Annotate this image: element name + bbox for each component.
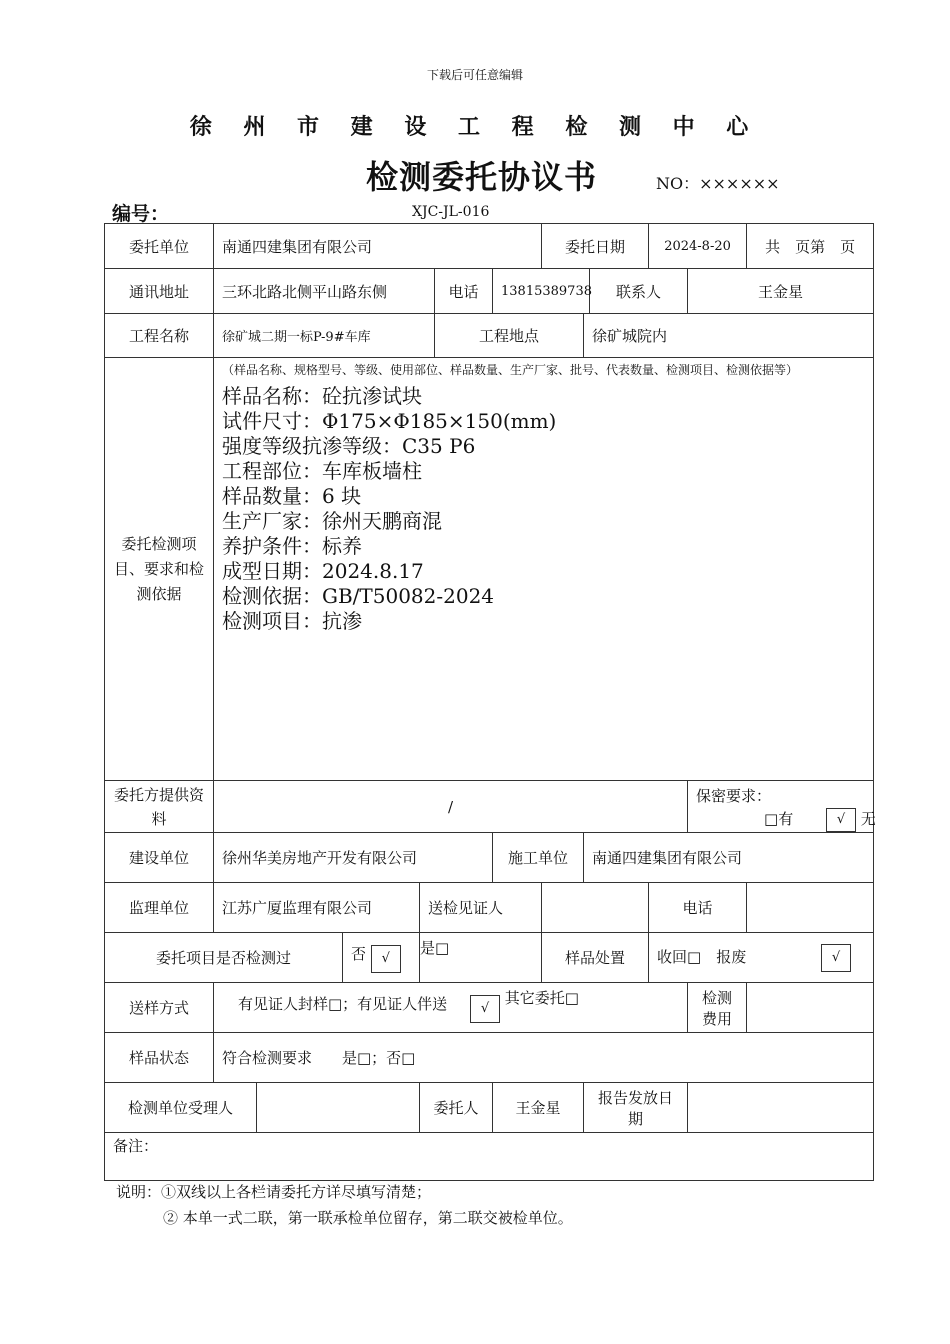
client-label: 委托单位 bbox=[105, 224, 214, 269]
sample-state-label: 样品状态 bbox=[105, 1033, 214, 1083]
client-value: 南通四建集团有限公司 bbox=[214, 224, 542, 269]
site-label: 工程地点 bbox=[435, 314, 584, 358]
requirement-item: 样品名称：砼抗渗试块 bbox=[222, 384, 422, 408]
contact-label: 联系人 bbox=[590, 269, 688, 314]
row-owner bbox=[105, 833, 874, 883]
requirements-label: 委托检测项目、要求和检测依据 bbox=[105, 358, 214, 781]
secrecy-no-checkbox[interactable]: √ bbox=[826, 808, 856, 832]
supervisor-value: 江苏广厦监理有限公司 bbox=[214, 883, 420, 933]
commission-date-label: 委托日期 bbox=[542, 224, 649, 269]
contact-value: 王金星 bbox=[688, 269, 874, 314]
secrecy-no-label: 无 bbox=[860, 810, 876, 828]
delivery-method-options bbox=[214, 983, 688, 1033]
witness-label: 送检见证人 bbox=[420, 883, 542, 933]
materials-value: / bbox=[214, 781, 688, 833]
disposal-options[interactable]: 收回□ 报废 bbox=[657, 947, 747, 966]
supervisor-label: 监理单位 bbox=[105, 883, 214, 933]
test-fee-value bbox=[747, 983, 874, 1033]
commission-date-value: 2024-8-20 bbox=[649, 224, 747, 269]
form-code: XJC-JL-016 bbox=[412, 204, 490, 220]
row-requirements bbox=[105, 358, 874, 781]
delivery-method-text[interactable]: 有见证人封样□；有见证人伴送 bbox=[238, 995, 448, 1013]
remarks-label: 备注： bbox=[105, 1133, 874, 1181]
disposal-label: 样品处置 bbox=[542, 933, 649, 983]
requirement-item: 工程部位：车库板墙柱 bbox=[222, 459, 422, 483]
page-count: 共 页第 页 bbox=[747, 224, 874, 269]
delivery-method-label: 送样方式 bbox=[105, 983, 214, 1033]
disposal-scrap-checkbox[interactable]: √ bbox=[821, 944, 851, 972]
site-value: 徐矿城院内 bbox=[584, 314, 874, 358]
materials-label: 委托方提供资料 bbox=[105, 781, 214, 833]
tested-before-options bbox=[343, 933, 420, 983]
document-number: NO：×××××× bbox=[656, 174, 780, 193]
builder-label: 施工单位 bbox=[493, 833, 584, 883]
address-label: 通讯地址 bbox=[105, 269, 214, 314]
top-note: 下载后可任意编辑 bbox=[426, 68, 523, 82]
row-sample-state bbox=[105, 1033, 874, 1083]
row-client bbox=[105, 224, 874, 269]
row-project bbox=[105, 314, 874, 358]
row-materials bbox=[105, 781, 874, 833]
phone-label: 电话 bbox=[435, 269, 493, 314]
requirement-item: 生产厂家：徐州天鹏商混 bbox=[222, 509, 442, 533]
builder-value: 南通四建集团有限公司 bbox=[584, 833, 874, 883]
supervisor-phone-label: 电话 bbox=[649, 883, 747, 933]
principal-value: 王金星 bbox=[493, 1083, 584, 1133]
disposal-options-cell bbox=[649, 933, 874, 983]
phone-value: 13815389738 bbox=[493, 269, 590, 314]
project-value: 徐矿城二期一标P-9#车库 bbox=[214, 314, 435, 358]
requirement-item: 成型日期：2024.8.17 bbox=[222, 559, 424, 583]
instruction-line-1: 说明：①双线以上各栏请委托方详尽填写清楚； bbox=[116, 1183, 432, 1201]
row-remarks bbox=[105, 1133, 874, 1181]
tested-before-label: 委托项目是否检测过 bbox=[105, 933, 343, 983]
requirement-item: 检测依据：GB/T50082-2024 bbox=[222, 584, 495, 608]
tested-yes-option[interactable]: 是□ bbox=[420, 933, 542, 983]
requirement-item: 样品数量：6 块 bbox=[222, 484, 362, 508]
requirement-item: 检测项目：抗渗 bbox=[222, 609, 362, 633]
requirement-item: 强度等级抗渗等级：C35 P6 bbox=[222, 434, 476, 458]
serial-label: 编号： bbox=[112, 203, 170, 225]
secrecy-cell bbox=[688, 781, 874, 833]
org-name: 徐 州 市 建 设 工 程 检 测 中 心 bbox=[189, 115, 761, 140]
tested-no-checkbox[interactable]: √ bbox=[371, 945, 401, 973]
test-fee-label: 检测费用 bbox=[688, 983, 747, 1033]
instruction-line-2: ② 本单一式二联，第一联承检单位留存，第二联交被检单位。 bbox=[163, 1209, 573, 1227]
receiver-label: 检测单位受理人 bbox=[105, 1083, 257, 1133]
sample-state-options[interactable]: 符合检测要求 是□；否□ bbox=[214, 1033, 874, 1083]
row-receiver bbox=[105, 1083, 874, 1133]
supervisor-phone-value bbox=[747, 883, 874, 933]
tested-no-label: 否 bbox=[351, 945, 367, 963]
row-address bbox=[105, 269, 874, 314]
address-value: 三环北路北侧平山路东侧 bbox=[214, 269, 435, 314]
row-tested-before bbox=[105, 933, 874, 983]
requirement-item: 养护条件：标养 bbox=[222, 534, 362, 558]
requirements-hint: （样品名称、规格型号、等级、使用部位、样品数量、生产厂家、批号、代表数量、检测项目、检测依据等） bbox=[222, 363, 799, 377]
delivery-escort-checkbox[interactable]: √ bbox=[470, 995, 500, 1023]
witness-value bbox=[542, 883, 649, 933]
principal-label: 委托人 bbox=[420, 1083, 493, 1133]
report-date-value bbox=[688, 1083, 874, 1133]
owner-label: 建设单位 bbox=[105, 833, 214, 883]
requirement-item: 试件尺寸：Φ175×Φ185×150(mm) bbox=[222, 409, 557, 433]
document-title: 检测委托协议书 bbox=[366, 158, 598, 196]
row-delivery-method bbox=[105, 983, 874, 1033]
requirements-cell bbox=[214, 358, 874, 781]
delivery-other-option[interactable]: 其它委托□ bbox=[504, 989, 579, 1007]
project-label: 工程名称 bbox=[105, 314, 214, 358]
commission-form-table bbox=[104, 223, 874, 1181]
secrecy-yes-option[interactable]: □有 bbox=[764, 810, 794, 828]
report-date-label: 报告发放日期 bbox=[584, 1083, 688, 1133]
owner-value: 徐州华美房地产开发有限公司 bbox=[214, 833, 493, 883]
row-supervisor bbox=[105, 883, 874, 933]
secrecy-label: 保密要求： bbox=[696, 787, 772, 805]
requirements-list bbox=[222, 384, 865, 634]
receiver-value bbox=[257, 1083, 420, 1133]
